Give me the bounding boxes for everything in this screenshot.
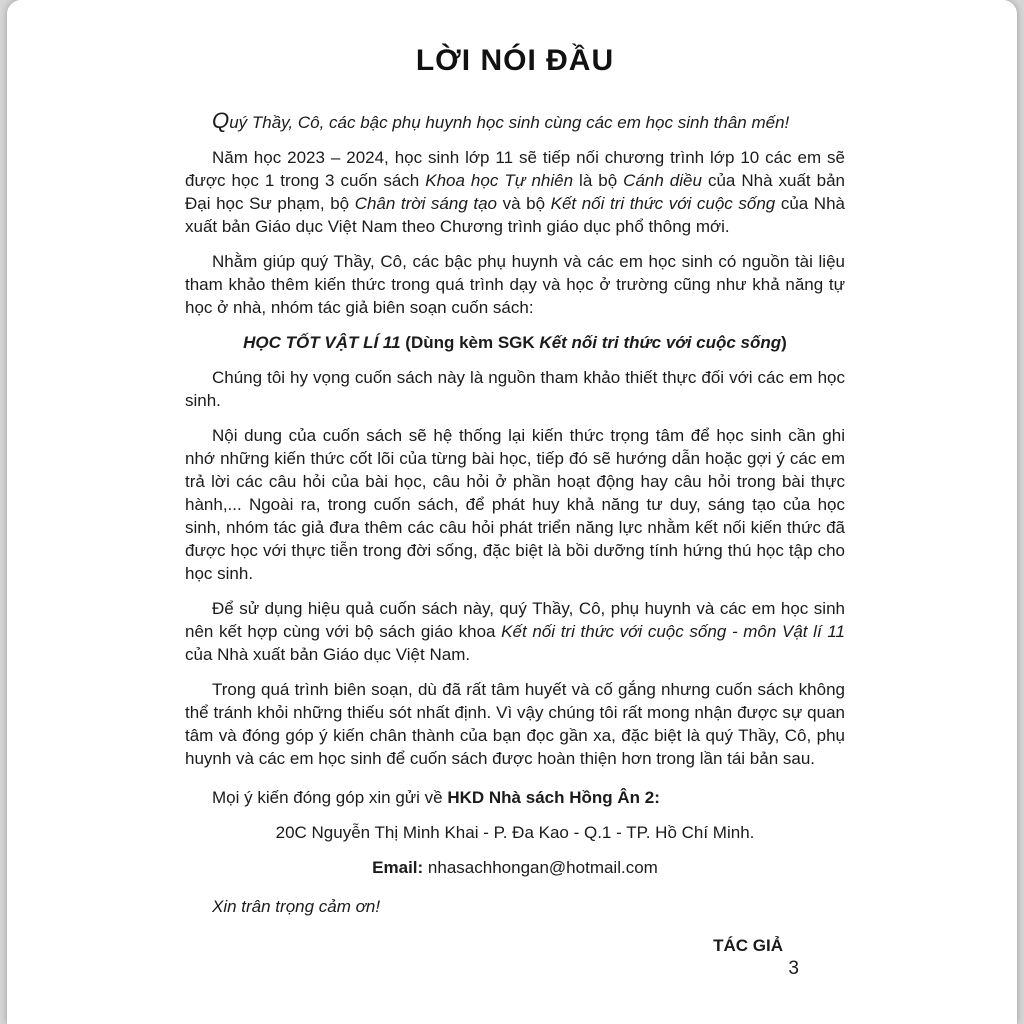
paragraph-2 [185,146,845,238]
page-title: LỜI NÓI ĐẦU [415,44,615,77]
page-body [185,110,845,957]
book-page [7,0,1017,1024]
text-segment: HKD Nhà sách Hồng Ân 2: [447,788,660,807]
text-segment: nhasachhongan@hotmail.com [423,858,658,877]
text-segment: Chúng tôi hy vọng cuốn sách này là nguồn tham khảo thiết thực đối với các em học sinh. [185,368,845,410]
text-segment: và bộ [497,194,551,213]
text-segment: Khoa học Tự nhiên [425,171,574,190]
text-segment: của Nhà xuất bản Đại học Sư phạm, bộ [185,171,845,213]
paragraph-5 [185,366,845,412]
text-segment: Chân trời sáng tạo [354,194,497,213]
paragraph-10 [185,821,845,844]
text-segment: TÁC GIẢ [713,936,783,955]
text-segment: Cánh diều [623,171,702,190]
text-segment: Q [212,108,230,133]
paragraph-13 [185,934,845,957]
text-segment: Kết nối tri thức với cuộc sống - môn Vật lí 11 [501,622,845,641]
paragraph-12 [185,895,845,918]
text-segment: 20C Nguyễn Thị Minh Khai - P. Đa Kao - Q.1 - TP. Hồ Chí Minh. [275,823,755,842]
text-segment: là bộ [573,171,624,190]
text-segment: của Nhà xuất bản Giáo dục Việt Nam theo Chương trình giáo dục phổ thông mới. [185,194,845,236]
text-segment: Kết nối tri thức với cuộc sống [550,194,776,213]
text-segment: Email: [372,858,424,877]
text-segment: Nội dung của cuốn sách sẽ hệ thống lại kiến thức trọng tâm để học sinh cần ghi nhớ những kiến thức cốt lõi của từng bài học, tiếp đó sẽ hướng dẫn hoặc gợi ý các em trả lời các câu hỏi của bài học, câu hỏi ở phần hoạt động hay câu hỏi trong bài thực hành,... Ngoài ra, trong cuốn sách, để phát huy khả năng tư duy, sáng tạo của học sinh, nhóm tác giả đưa thêm các câu hỏi phát triển năng lực nhằm kết nối kiến thức đã được học với thực tiễn trong đời sống, đặc biệt là bồi dưỡng tính hứng thú học tập cho học sinh. [185,426,845,583]
text-segment: HỌC TỐT VẬT LÍ 11 [243,333,401,352]
paragraph-3 [185,250,845,319]
paragraph-11 [185,856,845,879]
text-segment: (Dùng kèm SGK [400,333,540,352]
text-segment: Trong quá trình biên soạn, dù đã rất tâm huyết và cố gắng nhưng cuốn sách không thể tránh khỏi những thiếu sót nhất định. Vì vậy chúng tôi rất mong nhận được sự quan tâm và đóng góp ý kiến chân thành của bạn đọc gần xa, đặc biệt là quý Thầy, Cô, phụ huynh và các em học sinh để cuốn sách được hoàn thiện hơn trong lần tái bản sau. [185,680,845,768]
text-segment: Xin trân trọng cảm ơn! [212,897,381,916]
text-segment: của Nhà xuất bản Giáo dục Việt Nam. [185,645,471,664]
paragraph-1 [185,110,845,134]
page-number: 3 [788,958,799,979]
text-segment: Nhằm giúp quý Thầy, Cô, các bậc phụ huynh và các em học sinh có nguồn tài liệu tham khảo thêm kiến thức trong quá trình dạy và học ở trường cũng như khả năng tự học ở nhà, nhóm tác giả biên soạn cuốn sách: [185,252,845,317]
text-segment: uý Thầy, Cô, các bậc phụ huynh học sinh cùng các em học sinh thân mến! [229,113,790,132]
paragraph-7 [185,597,845,666]
page-content [7,0,1017,957]
text-segment: Mọi ý kiến đóng góp xin gửi về [212,788,448,807]
paragraph-8 [185,678,845,770]
paragraph-9 [185,786,845,809]
text-segment: Năm học 2023 – 2024, học sinh lớp 11 sẽ tiếp nối chương trình lớp 10 các em sẽ được học 1 trong 3 cuốn sách [185,148,845,190]
text-segment: ) [781,333,787,352]
text-segment: Kết nối tri thức với cuộc sống [539,333,782,352]
text-segment: Để sử dụng hiệu quả cuốn sách này, quý Thầy, Cô, phụ huynh và các em học sinh nên kết hợp cùng với bộ sách giáo khoa [185,599,845,641]
paragraph-4 [185,331,845,354]
paragraph-6 [185,424,845,585]
